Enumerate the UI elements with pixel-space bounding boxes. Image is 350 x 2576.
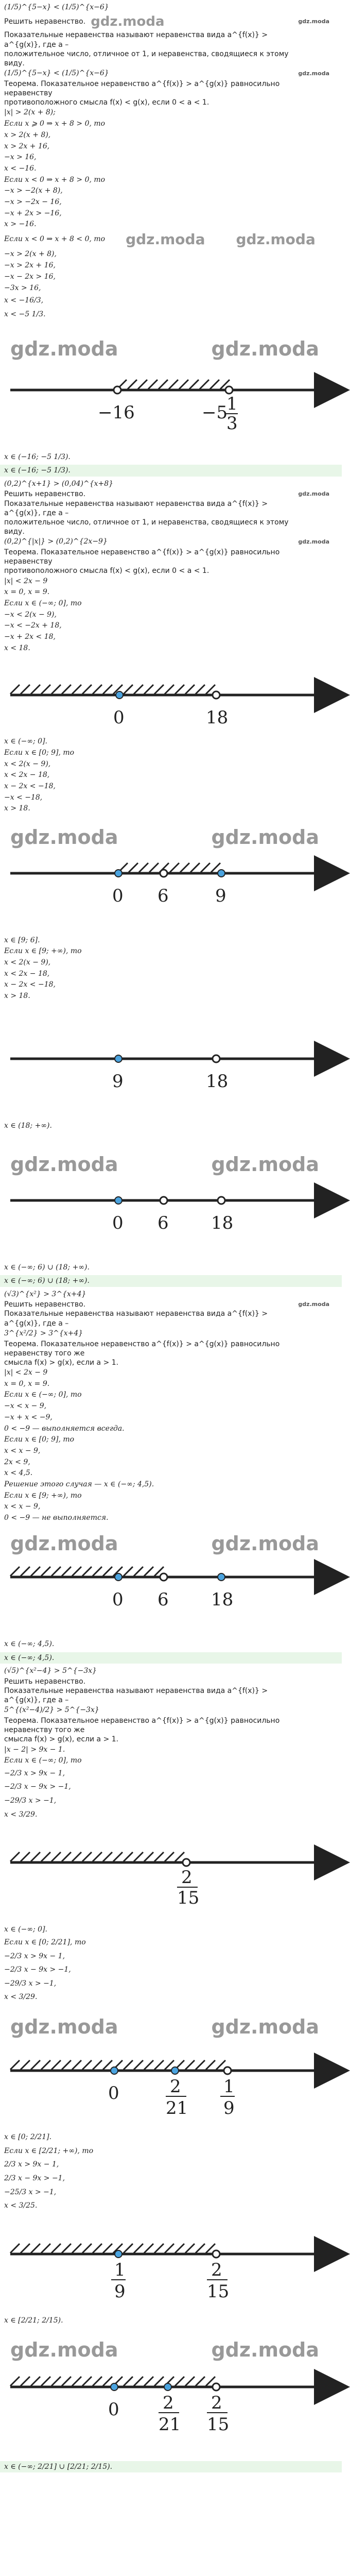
number-line-9: [0, 2233, 350, 2306]
tick-label-b: 6: [157, 1589, 169, 1611]
point-open: [160, 870, 167, 877]
step-line: x < x − 9,: [4, 1446, 41, 1455]
step-line: x < 3/29.: [4, 1810, 38, 1819]
point-open: [160, 1573, 167, 1581]
number-line-8: [0, 2050, 350, 2122]
point-closed: [115, 1197, 122, 1204]
step-line: 2/3 x > 9x − 1,: [4, 2160, 59, 2169]
tick-label-a-num: 2: [181, 1867, 192, 1888]
step-line: x > 18.: [4, 991, 30, 1000]
step-line: x < x − 9,: [4, 1502, 41, 1511]
watermark-text: gdz.moda: [10, 2338, 118, 2362]
tick-label-c: 18: [211, 1212, 234, 1233]
tick-label-b-den: 3: [226, 413, 238, 434]
definition-line-1: Показательные неравенства называют неравенства вида a^{f(x)} > a^{g(x)}, где a –: [4, 1686, 270, 1705]
watermark-text: gdz.moda: [10, 2015, 118, 2038]
watermark-text: gdz.moda: [236, 231, 316, 248]
theorem-line-2: смысла f(x) > g(x), если a > 1.: [4, 1358, 119, 1367]
step-line: −2/3 x > 9x − 1,: [4, 1769, 65, 1777]
step-line: x ∈ [9; 6].: [4, 936, 40, 944]
watermark-text: gdz.moda: [10, 826, 118, 849]
point-open: [213, 691, 220, 699]
step-line: x − 2x < −18,: [4, 980, 56, 989]
problem-3-statement: (√3)^{x²} > 3^{x+4}: [4, 1290, 86, 1298]
number-line-1: [0, 369, 350, 434]
step-line: x = 0, x = 9.: [4, 1379, 50, 1388]
point-closed: [115, 1573, 122, 1581]
definition-line-2: положительное число, отличное от 1, и неравенства, сводящиеся к этому виду.: [4, 518, 291, 536]
tick-label-a: 0: [108, 2083, 119, 2104]
step-line: −29/3 x > −1,: [4, 1797, 57, 1805]
number-line-2: [0, 674, 350, 736]
problem-2-statement: (0,2)^{x+1} > (0,04)^{x+8}: [4, 479, 114, 488]
definition-line-2: положительное число, отличное от 1, и неравенства, сводящиеся к этому виду.: [4, 49, 291, 68]
step-line: 0 < −9 — выполняется всегда.: [4, 1424, 125, 1433]
point-closed: [218, 1573, 225, 1581]
watermark-text: gdz.moda: [91, 13, 165, 29]
step-line: x < 2(x − 9),: [4, 958, 51, 967]
step-line: Если x < 0 ⇒ x + 8 < 0, то: [4, 235, 106, 244]
tick-label-a: 0: [112, 885, 124, 906]
step-line: x < −16/3,: [4, 296, 44, 305]
step-line: Если x ∈ [9; +∞), то: [4, 1491, 82, 1500]
step-line: −29/3 x > −1,: [4, 1979, 57, 1988]
theorem-line-1: Теорема. Показательное неравенство a^{f(x)} > a^{g(x)} равносильно неравенству: [4, 548, 282, 566]
tick-label-b: 6: [157, 1212, 169, 1233]
watermark-row: [10, 1152, 319, 1177]
step-line: Если x < 0 ⇒ x + 8 > 0, то: [4, 175, 106, 184]
step-line: x > 18.: [4, 804, 30, 813]
definition-line-1: Показательные неравенства называют неравенства вида a^{f(x)} > a^{g(x)}, где a –: [4, 1310, 270, 1328]
watermark-row: [10, 1531, 319, 1556]
tick-label-a: 0: [112, 1589, 124, 1611]
problem-1-statement: (1/5)^{5−x} < (1/5)^{x−6}: [4, 3, 109, 11]
step-line: Если x ∈ [0; 9], то: [4, 1435, 75, 1444]
point-open: [225, 386, 233, 394]
tick-label-a-num: 1: [114, 2259, 126, 2280]
step-line: x ∈ (−∞; 6) ∪ (18; +∞).: [4, 1263, 90, 1272]
point-closed: [115, 2250, 122, 2258]
tick-label-c-den: 9: [223, 2098, 235, 2119]
tick-label-b: 6: [157, 885, 169, 906]
number-line-4: [0, 1038, 350, 1100]
step-rewrite: 3^{x²/2} > 3^{x+4}: [4, 1329, 83, 1337]
problem-1-intro: Решить неравенство.: [4, 18, 86, 26]
answer-line: x ∈ (18; +∞).: [4, 1121, 52, 1130]
step-line: −x + x < −9,: [4, 1413, 52, 1421]
point-open: [213, 1055, 220, 1062]
watermark-row: [10, 2014, 319, 2040]
step-line: −x > −2(x + 8),: [4, 187, 63, 195]
point-closed: [115, 1055, 122, 1062]
hatch-interval: [10, 1852, 184, 1861]
step-rewrite: 5^{(x²−4)/2} > 5^{−3x}: [4, 1706, 99, 1715]
tick-label-b-den: 21: [166, 2098, 188, 2119]
step-line: 2/3 x − 9x > −1,: [4, 2174, 65, 2183]
step-line: x ∈ (−∞; 0].: [4, 1925, 47, 1934]
step-line: −x + 2x < 18,: [4, 632, 56, 641]
tick-label-b-den: 15: [207, 2281, 230, 2302]
step-line: x > −16.: [4, 220, 37, 229]
point-closed: [111, 2067, 118, 2074]
point-open: [114, 386, 121, 394]
theorem-line-2: противоположного смысла f(x) < g(x), если 0 < a < 1.: [4, 567, 209, 575]
tick-label-c: 9: [215, 885, 226, 906]
number-line-10: [0, 2366, 350, 2438]
step-line: x < 18.: [4, 643, 30, 652]
watermark-text: gdz.moda: [10, 1153, 118, 1176]
watermark-small: gdz.moda: [298, 70, 329, 77]
step-line: Если x ∈ [2/21; +∞), то: [4, 2146, 94, 2155]
step-line: x < 2x − 18,: [4, 969, 50, 978]
point-open: [218, 1197, 225, 1204]
step-line: x ∈ (−∞; 0].: [4, 737, 47, 746]
hatch-interval: [10, 685, 215, 694]
theorem-line-2: смысла f(x) > g(x), если a > 1.: [4, 1735, 119, 1744]
watermark-small: gdz.moda: [298, 18, 329, 25]
tick-label-a: −16: [98, 402, 135, 423]
step-line: −x + 2x > −16,: [4, 209, 62, 217]
point-closed: [111, 2383, 118, 2391]
tick-label-c: 18: [211, 1589, 234, 1611]
answer-box: x ∈ (−∞; 6) ∪ (18; +∞).: [0, 1275, 342, 1286]
step-line: −x > 16,: [4, 153, 37, 162]
tick-label-a-den: 9: [114, 2281, 126, 2302]
problem-4-intro: Решить неравенство.: [4, 1677, 86, 1686]
answer-box: x ∈ (−16; −5 1/3).: [0, 465, 342, 476]
tick-label-c-num: 1: [223, 2076, 235, 2097]
step-line: x > 2x + 16,: [4, 142, 50, 150]
tick-label-a: 9: [112, 1071, 124, 1092]
step-line: x < 3/29.: [4, 1993, 38, 2002]
step-line: 0 < −9 — не выполняется.: [4, 1514, 109, 1522]
point-open: [183, 1859, 190, 1866]
step-line: x < 4,5.: [4, 1469, 33, 1478]
answer-box: x ∈ (−∞; 4,5).: [0, 1652, 342, 1664]
watermark-text: gdz.moda: [10, 337, 118, 361]
step-line: −x < 2(x − 9),: [4, 610, 57, 619]
step-line: −x < x − 9,: [4, 1402, 47, 1411]
problem-3-intro: Решить неравенство.: [4, 1300, 86, 1309]
theorem-line-1: Теорема. Показательное неравенство a^{f(x)} > a^{g(x)} равносильно неравенству: [4, 79, 282, 98]
watermark-small: gdz.moda: [298, 490, 329, 498]
hatch-interval: [10, 1567, 164, 1576]
hatch-interval: [117, 380, 230, 389]
step-line: x < 2x − 18,: [4, 771, 50, 779]
step-line: Если x ∈ [9; +∞), то: [4, 947, 82, 956]
step-line: Если x ∈ (−∞; 0], то: [4, 599, 82, 607]
point-closed: [164, 2383, 171, 2391]
step-line: x < 3/25.: [4, 2201, 38, 2210]
answer-box: x ∈ (−∞; 2/21] ∪ [2/21; 2/15).: [0, 2461, 342, 2472]
step-line: |x| < 2x − 9: [4, 577, 48, 585]
step-line: −x > 2x + 16,: [4, 261, 56, 270]
watermark-small: gdz.moda: [298, 538, 329, 545]
point-closed: [115, 870, 122, 877]
watermark-text: gdz.moda: [126, 231, 205, 248]
tick-label-a: 0: [112, 1212, 124, 1233]
step-line: −25/3 x > −1,: [4, 2188, 57, 2196]
step-line: −3x > 16,: [4, 283, 41, 292]
step-line: Если x ∈ [0; 2/21], то: [4, 1938, 86, 1946]
answer-line: x ∈ (−16; −5 1/3).: [4, 452, 71, 461]
step-line: −2/3 x > 9x − 1,: [4, 1952, 65, 1960]
watermark-text: gdz.moda: [211, 1153, 319, 1176]
step-line: x − 2x < −18,: [4, 782, 56, 791]
step-line: Если x ∈ (−∞; 0], то: [4, 1756, 82, 1765]
definition-line-1: Показательные неравенства называют неравенства вида a^{f(x)} > a^{g(x)}, где a –: [4, 31, 270, 49]
tick-label-a: 0: [113, 707, 125, 728]
hatch-interval: [10, 2060, 225, 2070]
step-line: −x < −2x + 18,: [4, 621, 62, 630]
tick-label-a-den: 15: [177, 1888, 200, 1909]
step-line: x < −5 1/3.: [4, 310, 46, 318]
theorem-line-2: противоположного смысла f(x) < g(x), если 0 < a < 1.: [4, 98, 209, 107]
problem-4-statement: (√5)^{x²−4} > 5^{−3x}: [4, 1667, 97, 1675]
watermark-row: [10, 825, 319, 850]
step-line: x < 2(x − 9),: [4, 759, 51, 768]
step-line: −x > 2(x + 8),: [4, 250, 57, 259]
number-line-6: [0, 1556, 350, 1618]
step-line: −x < −18,: [4, 793, 43, 802]
watermark-text: gdz.moda: [211, 826, 319, 849]
number-line-7: [0, 1842, 350, 1909]
theorem-line-1: Теорема. Показательное неравенство a^{f(x)} > a^{g(x)} равносильно неравенству того же: [4, 1716, 282, 1735]
problem-2-intro: Решить неравенство.: [4, 490, 86, 499]
watermark-row: [10, 2337, 319, 2363]
step-line: −x > −2x − 16,: [4, 197, 62, 206]
step-line: −2/3 x − 9x > −1,: [4, 1965, 71, 1974]
tick-label-b: 18: [206, 707, 229, 728]
tick-label-c-den: 15: [207, 2414, 230, 2435]
watermark-text: gdz.moda: [211, 2015, 319, 2038]
watermark-small: gdz.moda: [298, 1301, 329, 1308]
tick-label-b-num: 1: [226, 393, 238, 414]
point-open: [213, 2383, 220, 2391]
step-line: −x − 2x > 16,: [4, 272, 56, 281]
tick-label-b-num: 2: [163, 2392, 174, 2413]
point-closed: [218, 870, 225, 877]
step-line: −2/3 x − 9x > −1,: [4, 1783, 71, 1791]
step-line: Если x ∈ [0; 9], то: [4, 749, 75, 757]
step-line: Если x ⩾ 0 ⇒ x + 8 > 0, то: [4, 120, 106, 128]
watermark-text: gdz.moda: [211, 337, 319, 361]
point-open: [160, 1197, 167, 1204]
tick-label-b-den: 21: [159, 2414, 181, 2435]
point-closed: [171, 2067, 179, 2074]
step-rewrite: (1/5)^{5−x} < (1/5)^{x−6}: [4, 69, 109, 78]
watermark-row: [10, 336, 319, 362]
step-line: |x| < 2x − 9: [4, 1368, 48, 1377]
step-line: x < −16.: [4, 164, 37, 173]
point-open: [224, 2067, 231, 2074]
watermark-text: gdz.moda: [211, 2338, 319, 2362]
step-line: Решение этого случая — x ∈ (−∞; 4,5).: [4, 1480, 154, 1488]
watermark-text: gdz.moda: [211, 1532, 319, 1555]
step-line: x ∈ [2/21; 2/15).: [4, 2316, 63, 2325]
hatch-interval: [118, 863, 220, 872]
tick-label-a: 0: [108, 2399, 119, 2420]
step-line: x > 2(x + 8),: [4, 130, 51, 139]
watermark-text: gdz.moda: [10, 1532, 118, 1555]
hatch-interval: [10, 2244, 215, 2253]
point-open: [213, 2250, 220, 2258]
tick-label-b-num: 2: [170, 2076, 181, 2097]
number-line-5: [0, 1180, 350, 1242]
step-line: 2x < 9,: [4, 1458, 30, 1466]
step-line: |x| > 2(x + 8);: [4, 108, 56, 117]
step-line: x ∈ (−∞; 4,5).: [4, 1640, 55, 1649]
step-line: x ∈ [0; 2/21].: [4, 2133, 52, 2142]
tick-label-b: −5: [202, 402, 228, 423]
step-line: Если x ∈ (−∞; 0], то: [4, 1391, 82, 1399]
tick-label-c-num: 2: [211, 2392, 222, 2413]
point-closed: [116, 691, 123, 699]
step-line: x = 0, x = 9.: [4, 588, 50, 597]
step-line: |x − 2| > 9x − 1.: [4, 1745, 65, 1754]
step-rewrite: (0,2)^{|x|} > (0,2)^{2x−9}: [4, 537, 108, 546]
number-line-3: [0, 853, 350, 914]
theorem-line-1: Теорема. Показательное неравенство a^{f(x)} > a^{g(x)} равносильно неравенству того же: [4, 1340, 282, 1358]
tick-label-b-num: 2: [211, 2259, 222, 2280]
definition-line-1: Показательные неравенства называют неравенства вида a^{f(x)} > a^{g(x)}, где a –: [4, 499, 270, 517]
tick-label-b: 18: [206, 1071, 229, 1092]
